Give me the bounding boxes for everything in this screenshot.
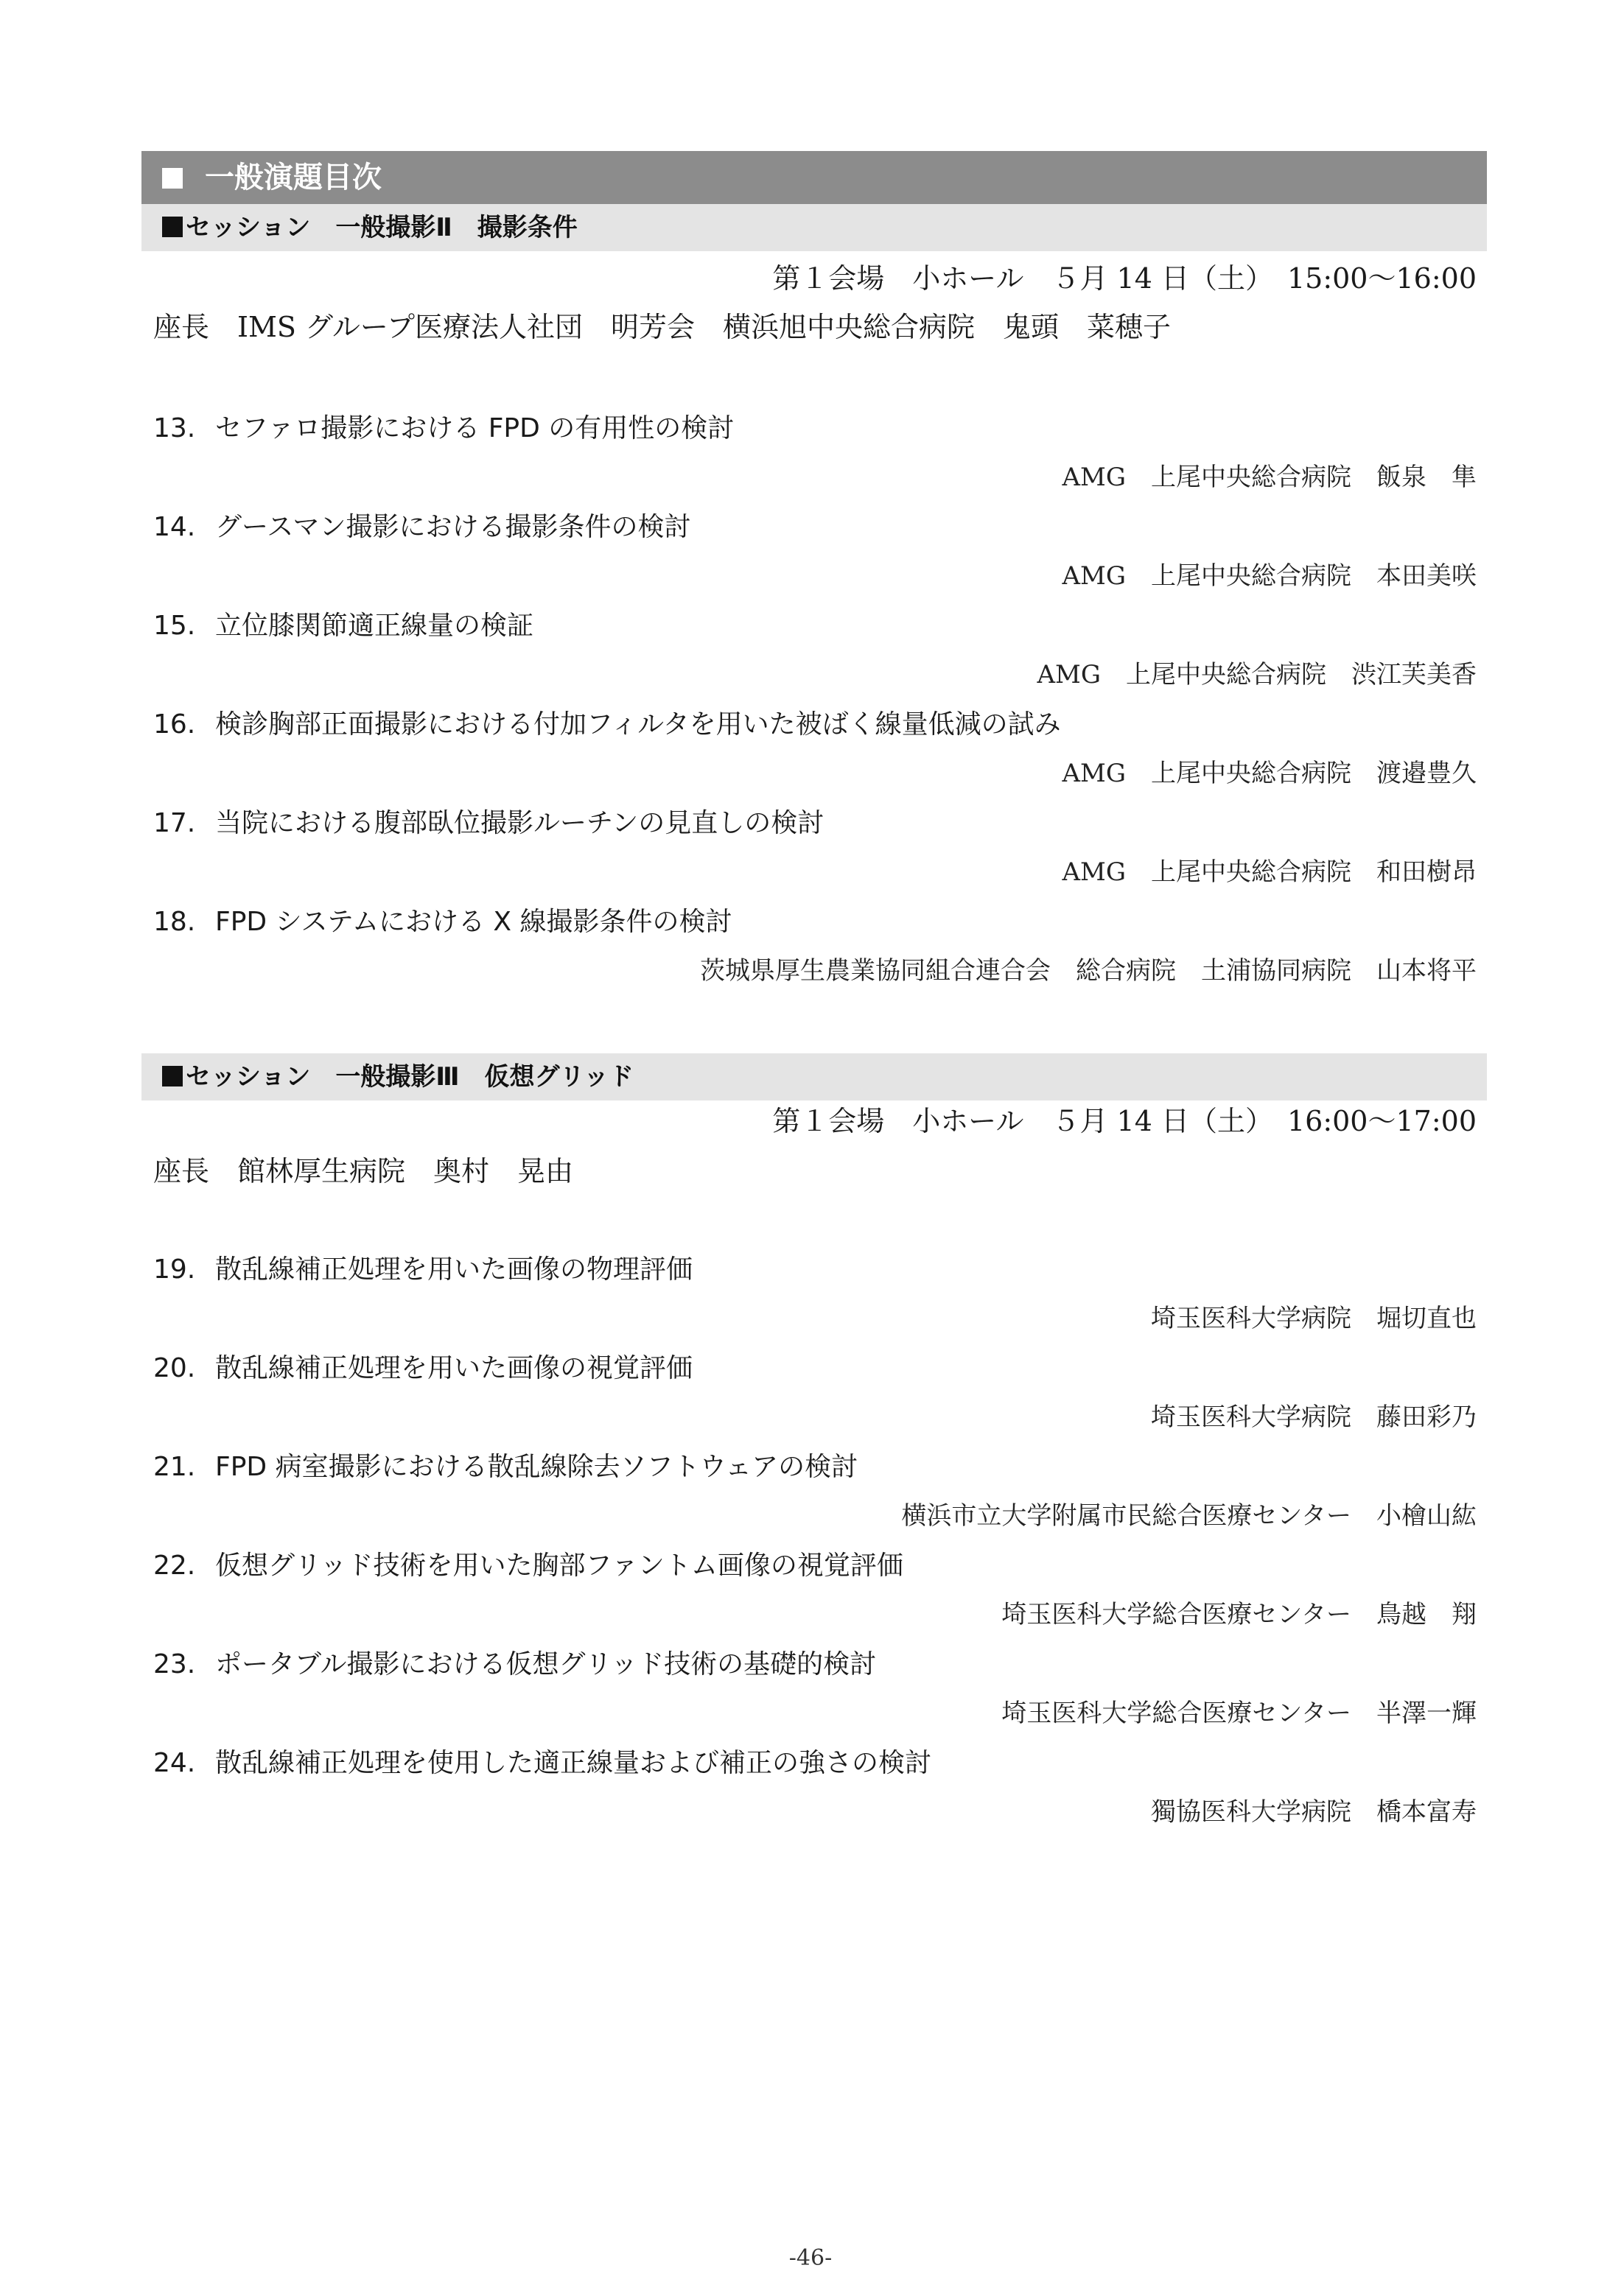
- session-chair: 座長 館林厚生病院 奥村 晃由: [153, 1155, 574, 1187]
- session-venue: 第１会場 小ホール ５月 14 日（土） 16:00～17:00: [772, 1105, 1477, 1137]
- paper-number: 16.: [153, 709, 196, 740]
- paper-title: [153, 1746, 931, 1781]
- paper-title-text: グースマン撮影における撮影条件の検討: [215, 512, 691, 542]
- paper-title: [153, 806, 824, 841]
- paper-number: 23.: [153, 1649, 196, 1679]
- paper-author: 横浜市立大学附属市民総合医療センター 小檜山紘: [901, 1501, 1477, 1531]
- page-number: -46-: [788, 2245, 833, 2271]
- session-header: [141, 1053, 1487, 1100]
- paper-author: AMG 上尾中央総合病院 本田美咲: [1062, 561, 1477, 591]
- paper-author: AMG 上尾中央総合病院 渋江芙美香: [1037, 660, 1477, 689]
- paper-title: [153, 1548, 903, 1584]
- section-header: [141, 151, 1487, 204]
- paper-title: [153, 411, 734, 446]
- session-header: [141, 204, 1487, 251]
- paper-title-text: 当院における腹部臥位撮影ルーチンの見直しの検討: [215, 808, 824, 838]
- session-venue: 第１会場 小ホール ５月 14 日（土） 15:00～16:00: [772, 262, 1477, 295]
- paper-title-text: 散乱線補正処理を用いた画像の視覚評価: [215, 1353, 693, 1383]
- paper-title-text: 散乱線補正処理を使用した適正線量および補正の強さの検討: [215, 1748, 932, 1778]
- square-bullet-icon: [162, 1066, 183, 1086]
- paper-number: 17.: [153, 808, 196, 838]
- paper-number: 20.: [153, 1353, 196, 1383]
- paper-number: 18.: [153, 907, 196, 937]
- paper-title-text: FPD システムにおける X 線撮影条件の検討: [215, 907, 732, 937]
- paper-author: 埼玉医科大学総合医療センター 半澤一輝: [1001, 1699, 1477, 1728]
- square-bullet-icon: [162, 217, 183, 237]
- paper-author: 埼玉医科大学病院 藤田彩乃: [1151, 1402, 1477, 1432]
- paper-title: [153, 1351, 693, 1386]
- paper-title: [153, 905, 732, 940]
- paper-number: 19.: [153, 1254, 196, 1285]
- paper-title: [153, 1450, 858, 1485]
- paper-author: AMG 上尾中央総合病院 渡邉豊久: [1062, 759, 1477, 788]
- paper-title: [153, 1252, 693, 1288]
- paper-author: AMG 上尾中央総合病院 和田樹昂: [1062, 857, 1477, 887]
- paper-number: 24.: [153, 1748, 196, 1778]
- paper-title-text: 散乱線補正処理を用いた画像の物理評価: [215, 1254, 693, 1285]
- session-label: セッション 一般撮影Ⅲ 仮想グリッド: [186, 1062, 634, 1092]
- paper-author: 茨城県厚生農業協同組合連合会 総合病院 土浦協同病院 山本将平: [700, 956, 1477, 986]
- paper-author: 獨協医科大学病院 橋本富寿: [1151, 1797, 1477, 1827]
- square-bullet-icon: [162, 168, 183, 189]
- paper-title-text: 仮想グリッド技術を用いた胸部ファントム画像の視覚評価: [215, 1551, 903, 1581]
- paper-author: 埼玉医科大学総合医療センター 鳥越 翔: [1001, 1600, 1477, 1629]
- paper-number: 21.: [153, 1452, 196, 1482]
- paper-title-text: 立位膝関節適正線量の検証: [215, 611, 534, 641]
- paper-number: 14.: [153, 512, 196, 542]
- paper-title: [153, 707, 1061, 742]
- paper-title-text: セファロ撮影における FPD の有用性の検討: [215, 413, 735, 443]
- session-label: セッション 一般撮影Ⅱ 撮影条件: [186, 213, 578, 242]
- paper-number: 15.: [153, 611, 196, 641]
- paper-title: [153, 1647, 876, 1682]
- session-chair: 座長 IMS グループ医療法人社団 明芳会 横浜旭中央総合病院 鬼頭 菜穂子: [153, 311, 1171, 343]
- section-title: 一般演題目次: [205, 161, 382, 194]
- paper-title-text: 検診胸部正面撮影における付加フィルタを用いた被ばく線量低減の試み: [215, 709, 1061, 740]
- paper-number: 22.: [153, 1551, 196, 1581]
- paper-author: AMG 上尾中央総合病院 飯泉 隼: [1062, 463, 1477, 492]
- paper-title: [153, 608, 533, 644]
- paper-title: [153, 510, 690, 545]
- paper-title-text: ポータブル撮影における仮想グリッド技術の基礎的検討: [215, 1649, 877, 1679]
- paper-number: 13.: [153, 413, 196, 443]
- paper-author: 埼玉医科大学病院 堀切直也: [1151, 1304, 1477, 1333]
- paper-title-text: FPD 病室撮影における散乱線除去ソフトウェアの検討: [215, 1452, 858, 1482]
